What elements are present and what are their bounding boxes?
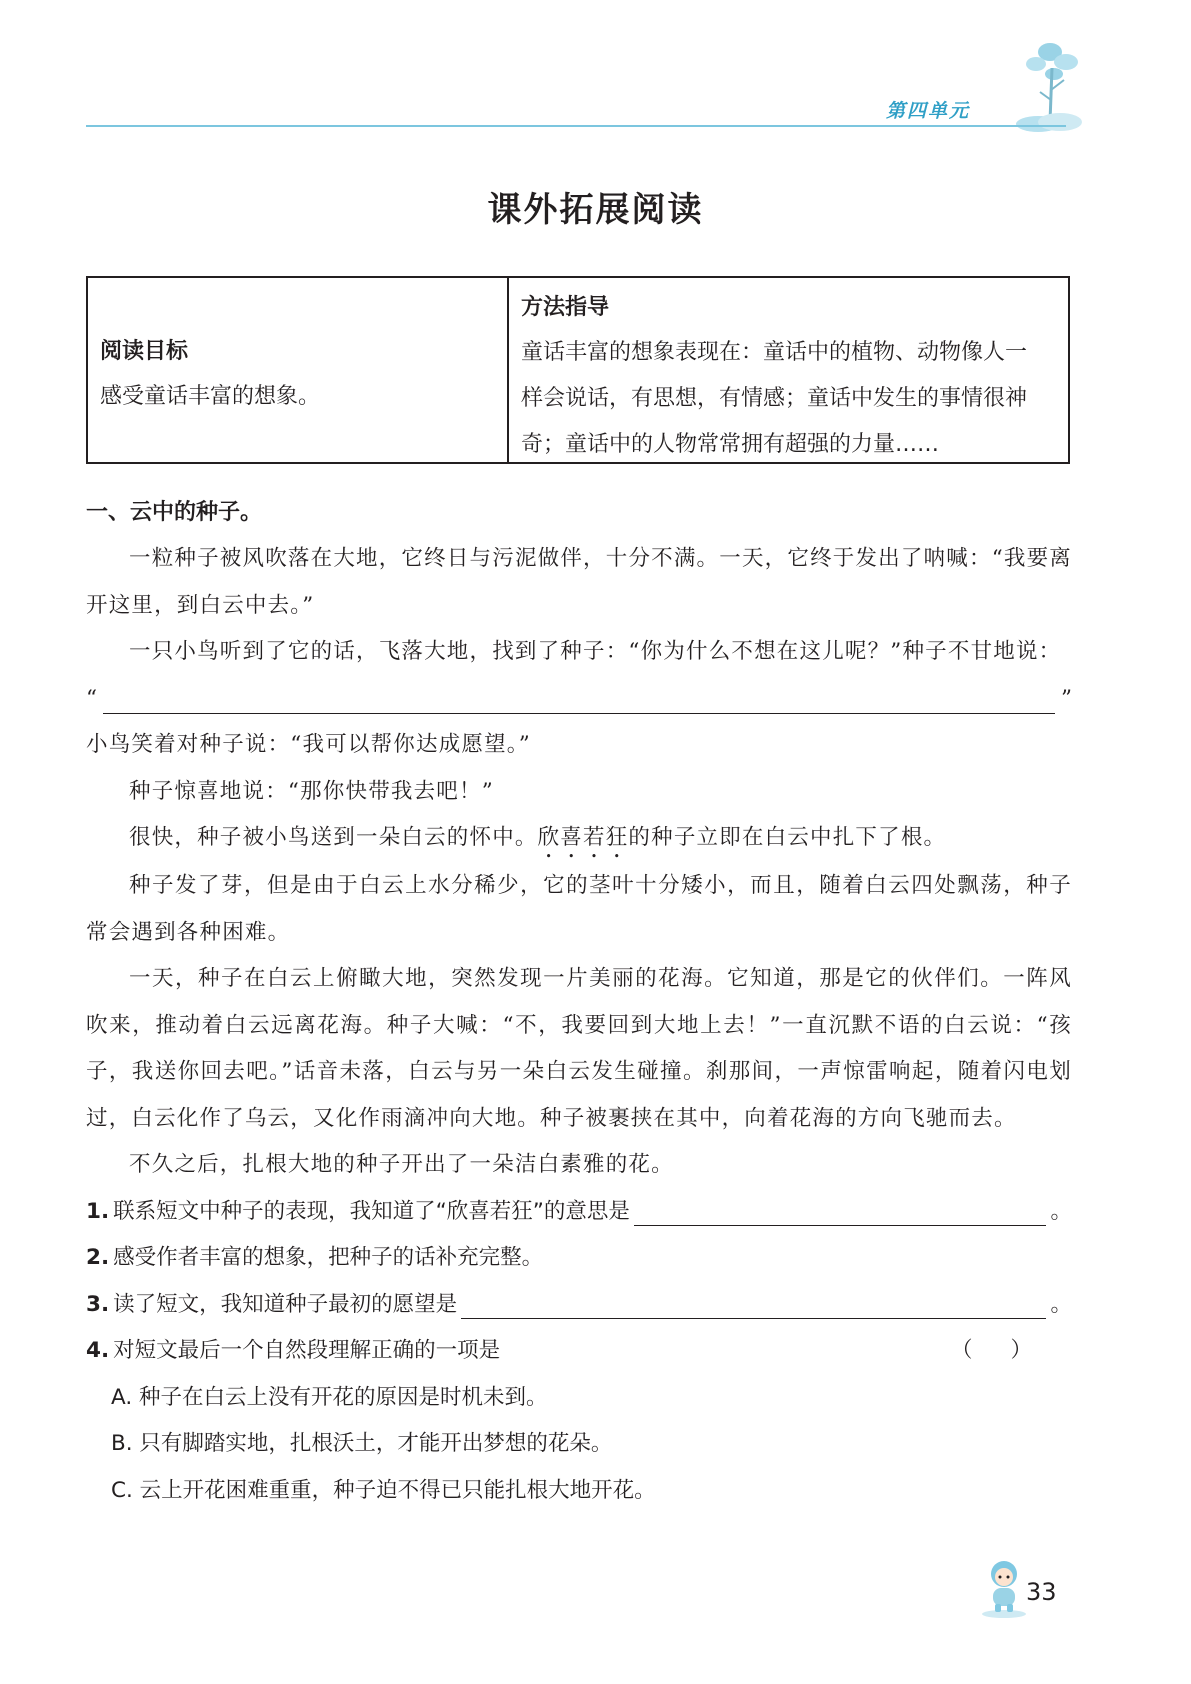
question-3 bbox=[86, 1282, 1072, 1329]
question-2 bbox=[86, 1235, 1072, 1282]
reading-guide-box bbox=[86, 276, 1070, 464]
question-4 bbox=[86, 1328, 1072, 1375]
passage-paragraph: 一天，种子在白云上俯瞰大地，突然发现一片美丽的花海。它知道，那是它的伙伴们。一阵风吹来，推动着白云远离花海。种子大喊：“不，我要回到大地上去！”一直沉默不语的白云说：“孩子，我送你回去吧。”话音未落，白云与另一朵白云发生碰撞。刹那间，一声惊雷响起，随着闪电划过，白云化作了乌云，又化作雨滴冲向大地。种子被裹挟在其中，向着花海的方向飞驰而去。 bbox=[86, 966, 1072, 1131]
method-guide-line: 童话丰富的想象表现在：童话中的植物、动物像人一 bbox=[521, 340, 1028, 365]
method-guide-heading: 方法指导 bbox=[521, 295, 610, 320]
page-title: 课外拓展阅读 bbox=[487, 190, 704, 230]
passage-paragraph: 小鸟笑着对种子说：“我可以帮你达成愿望。” bbox=[86, 732, 531, 757]
emphasized-phrase: 欣喜若狂 bbox=[537, 825, 629, 850]
question-number: 1. bbox=[86, 1198, 110, 1224]
method-guide-cell bbox=[509, 278, 1068, 462]
passage-paragraph: 不久之后，扎根大地的种子开出了一朵洁白素雅的花。 bbox=[129, 1152, 674, 1177]
passage-paragraph: 种子发了芽，但是由于白云上水分稀少，它的茎叶十分矮小，而且，随着白云四处飘荡，种子常会遇到各种困难。 bbox=[86, 873, 1072, 945]
passage-paragraph: 种子惊喜地说：“那你快带我去吧！” bbox=[129, 778, 494, 804]
question-number: 3. bbox=[86, 1291, 110, 1317]
question-end: 。 bbox=[1050, 1198, 1072, 1224]
option-b: B. 只有脚踏实地，扎根沃土，才能开出梦想的花朵。 bbox=[111, 1431, 613, 1456]
section-title: 一、云中的种子。 bbox=[86, 500, 263, 525]
method-guide-line: 样会说话，有思想，有情感；童话中发生的事情很神 bbox=[521, 386, 1028, 411]
reading-goal-cell bbox=[88, 278, 509, 462]
question-text: 读了短文，我知道种子最初的愿望是 bbox=[113, 1291, 458, 1317]
answer-line[interactable] bbox=[461, 1318, 1046, 1319]
question-text: 联系短文中种子的表现，我知道了“欣喜若狂”的意思是 bbox=[113, 1198, 630, 1224]
answer-line[interactable] bbox=[634, 1225, 1047, 1226]
question-1 bbox=[86, 1189, 1072, 1236]
passage-paragraph: 一只小鸟听到了它的话，飞落大地，找到了种子：“你为什么不想在这儿呢？”种子不甘地说： bbox=[129, 639, 1062, 664]
method-guide-line: 奇；童话中的人物常常拥有超强的力量…… bbox=[521, 432, 940, 457]
question-end: 。 bbox=[1050, 1291, 1072, 1317]
unit-label: 第四单元 bbox=[886, 100, 971, 122]
page-number: 33 bbox=[1026, 1578, 1057, 1606]
passage-paragraph bbox=[86, 815, 1072, 863]
passage-paragraph: 一粒种子被风吹落在大地，它终日与污泥做伴，十分不满。一天，它终于发出了呐喊：“我要离开这里，到白云中去。” bbox=[86, 546, 1072, 618]
question-text: 对短文最后一个自然段理解正确的一项是 bbox=[113, 1338, 501, 1363]
open-quote: “ bbox=[86, 685, 97, 711]
kid-mascot-icon bbox=[980, 1556, 1028, 1620]
text-segment: 的种子立即在白云中扎下了根。 bbox=[628, 825, 947, 850]
reading-goal-heading: 阅读目标 bbox=[100, 339, 189, 364]
tree-cloud-icon bbox=[1008, 38, 1088, 134]
option-c: C. 云上开花困难重重，种子迫不得已只能扎根大地开花。 bbox=[111, 1477, 656, 1503]
answer-parentheses[interactable]: （） bbox=[950, 1338, 1070, 1363]
seed-words-blank[interactable] bbox=[86, 676, 1072, 723]
reading-passage bbox=[86, 490, 1072, 1514]
option-a: A. 种子在白云上没有开花的原因是时机未到。 bbox=[111, 1384, 548, 1410]
question-number: 2. bbox=[86, 1245, 110, 1270]
header-rule bbox=[86, 125, 1066, 127]
question-number: 4. bbox=[86, 1338, 110, 1363]
question-text: 感受作者丰富的想象，把种子的话补充完整。 bbox=[113, 1245, 544, 1270]
answer-line[interactable] bbox=[103, 713, 1055, 714]
close-quote: ” bbox=[1061, 685, 1072, 711]
reading-goal-text: 感受童话丰富的想象。 bbox=[100, 384, 321, 409]
text-segment: 很快，种子被小鸟送到一朵白云的怀中。 bbox=[129, 825, 538, 850]
